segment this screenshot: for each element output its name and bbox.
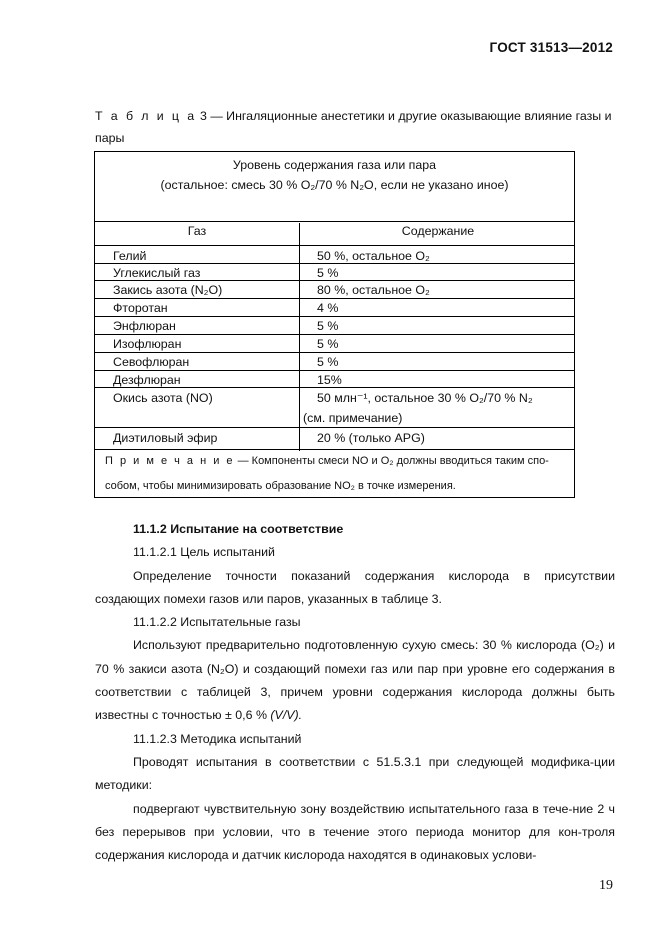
table-cell-content: 5 % [317, 337, 339, 351]
column-divider [299, 223, 300, 451]
table-cell-content-note: (см. примечание) [303, 411, 403, 425]
column-header-gas: Газ [187, 224, 207, 238]
paragraph-11-1-2-2-units: (V/V). [270, 708, 303, 723]
table-cell-gas: Дезфлюран [113, 373, 181, 387]
heading-11-1-2: 11.1.2 Испытание на соответствие [133, 522, 344, 536]
table-cell-gas: Гелий [113, 249, 147, 263]
page-number: 19 [599, 878, 613, 893]
document-code: ГОСТ 31513—2012 [489, 40, 613, 55]
table-cell-gas: Фторотан [113, 301, 168, 315]
table-cell-gas: Диэтиловый эфир [113, 431, 218, 445]
table-top-line1: Уровень содержания газа или пара [232, 158, 437, 172]
paragraph-11-1-2-2-text: Используют предварительно подготовленную сухую смесь: 30 % кислорода (O₂) и 70 % закиси азота (N₂O) и создающий помехи газ или пар при уровне его содержания в соответствии с таблицей 3, причем уровни содержания кислорода должны быть известны с точностью ± 0,6 % [95, 638, 615, 723]
table-cell-gas: Севофлюран [113, 355, 190, 369]
table-cell-gas: Изофлюран [113, 337, 182, 351]
paragraph-11-1-2-2 [95, 634, 615, 727]
heading-11-1-2-3: 11.1.2.3 Методика испытаний [133, 731, 302, 746]
table-caption-text: 3 — Ингаляционные анестетики и другие оказывающие влияние газы и пары [95, 109, 612, 145]
heading-11-1-2-2: 11.1.2.2 Испытательные газы [133, 615, 301, 630]
table-cell-content: 5 % [317, 319, 339, 333]
paragraph-11-1-2-3-a: Проводят испытания в соответствии с 51.5.3.1 при следующей модифика-ции методики: [95, 754, 615, 793]
table-cell-content: 15% [317, 373, 342, 387]
table-cell-content: 50 млн⁻¹, остальное 30 % O₂/70 % N₂ [317, 391, 533, 405]
heading-11-1-2-1: 11.1.2.1 Цель испытаний [133, 545, 275, 560]
paragraph-11-1-2-3-b: подвергают чувствительную зону воздействию испытательного газа в тече-ние 2 ч без перерывов при условии, что в течение этого периода монитор для кон-троля содержания кислорода и датчик кислорода находятся в одинаковых услови- [95, 801, 615, 863]
table-note-text-cont: собом, чтобы минимизировать образование NO₂ в точке измерения. [105, 480, 456, 492]
table-top-line2: (остальное: смесь 30 % O₂/70 % N₂O, если не указано иное) [160, 178, 509, 192]
table-cell-content: 5 % [317, 266, 339, 280]
table-note [105, 449, 564, 499]
table-cell-content: 20 % (только APG) [317, 431, 425, 445]
table-cell-content: 50 %, остальное O₂ [317, 249, 430, 263]
table-cell-content: 80 %, остальное O₂ [317, 283, 430, 297]
table-cell-gas: Углекислый газ [113, 266, 201, 280]
section-body [95, 518, 615, 867]
table-cell-content: 4 % [317, 301, 339, 315]
paragraph-11-1-2-1: Определение точности показаний содержания кислорода в присутствии создающих помехи газов или паров, указанных в таблице 3. [95, 568, 615, 606]
column-header-content: Содержание [401, 224, 475, 238]
table-note-label: П р и м е ч а н и е [105, 455, 235, 467]
table-cell-content: 5 % [317, 355, 339, 369]
table-cell-gas: Энфлюран [113, 319, 176, 333]
table-caption-label: Т а б л и ц а [95, 109, 197, 123]
table-cell-gas: Окись азота (NO) [113, 391, 213, 405]
table-note-text: — Компоненты смеси NO и O₂ должны вводиться таким спо- [234, 455, 549, 467]
table-cell-gas: Закись азота (N₂O) [113, 283, 223, 297]
gas-table [94, 151, 575, 498]
table-caption [95, 105, 615, 149]
